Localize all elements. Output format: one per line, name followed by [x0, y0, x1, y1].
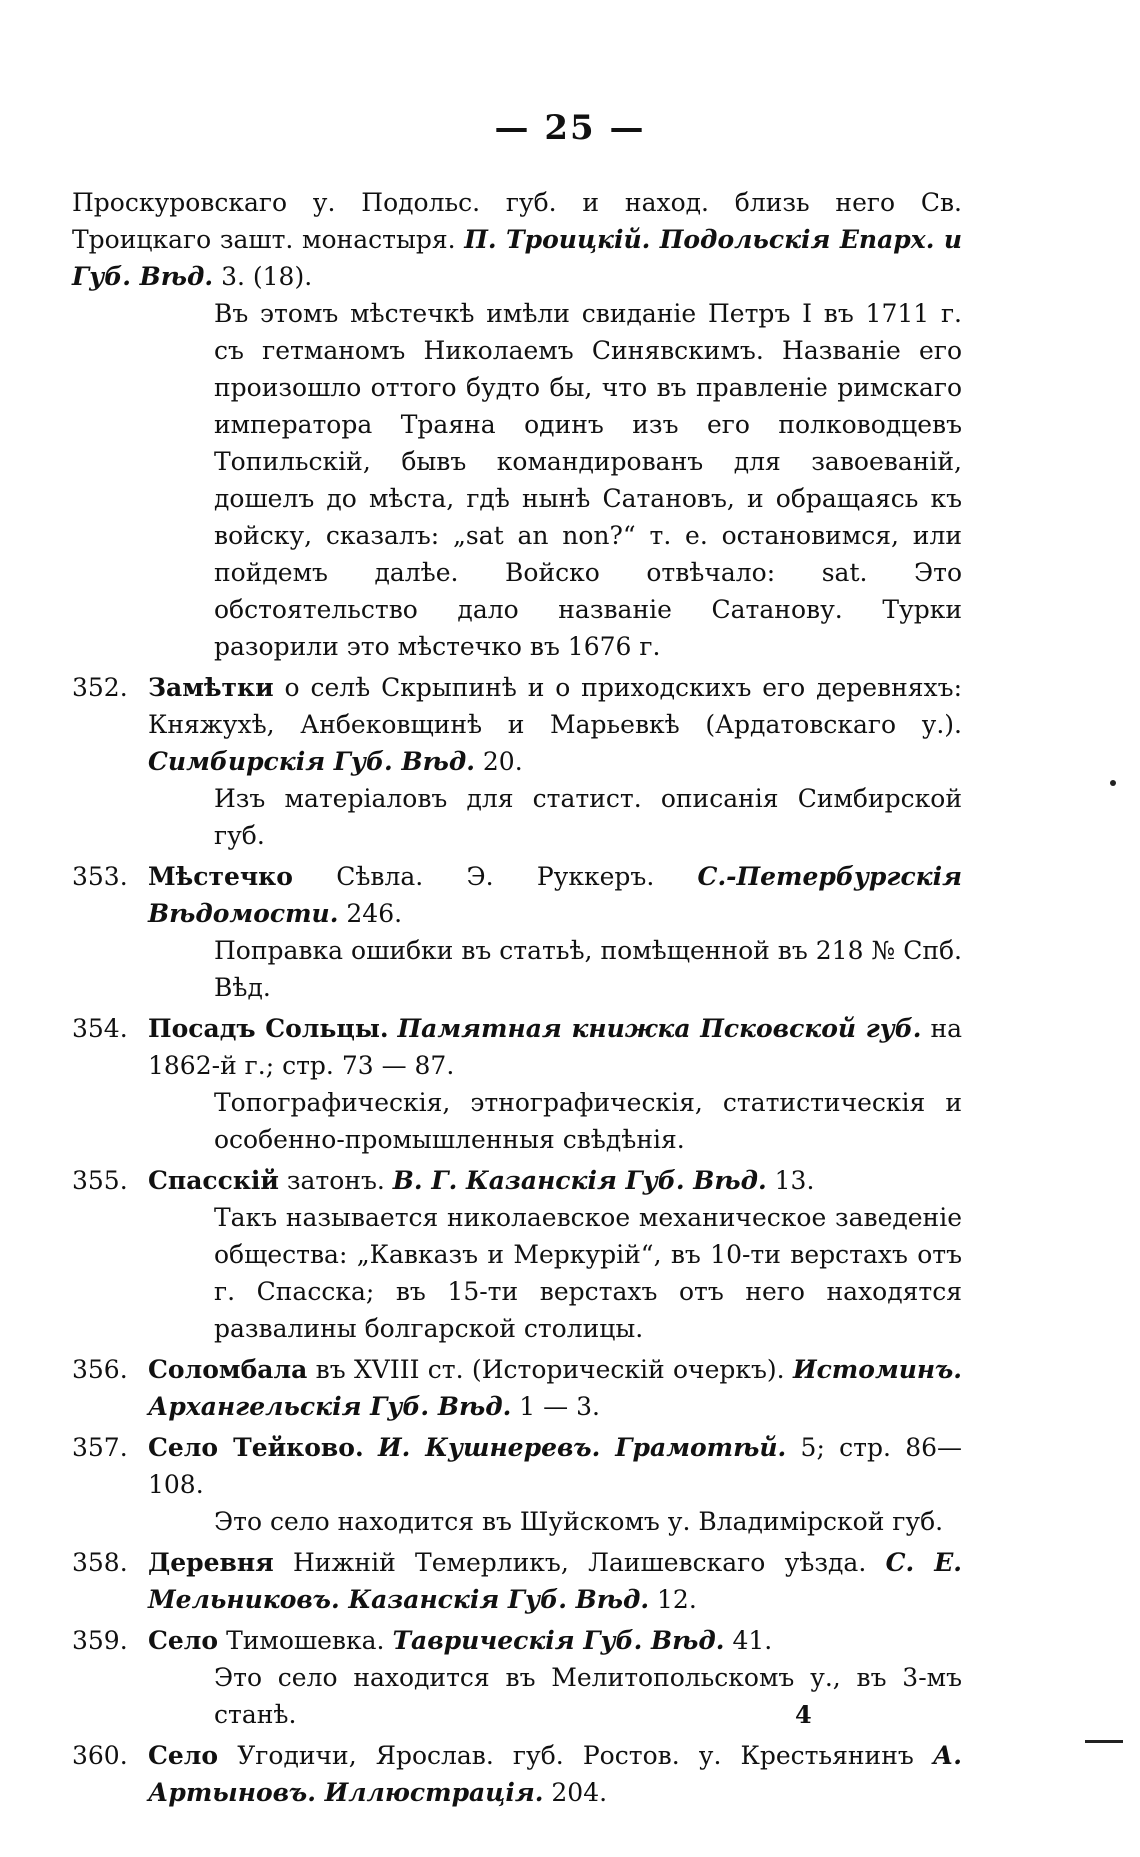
- entry-source: В. Г. Казанскія Губ. Вѣд.: [392, 1166, 767, 1195]
- page-number: — 25 —: [494, 108, 646, 148]
- entry-number: 352.: [72, 673, 128, 702]
- entry-note: Это село находится въ Шуйскомъ у. Владимірской губ.: [214, 1507, 944, 1536]
- entry-text: въ XVIII ст. (Историческій очеркъ).: [315, 1355, 785, 1384]
- intro-continuation: Проскуровскаго у. Подольс. губ. и наход. близь него Св. Троицкаго зашт. монастыря.: [72, 188, 962, 254]
- margin-dot-mark: [1110, 780, 1116, 786]
- entry-ref: 1 — 3.: [519, 1392, 600, 1421]
- entry-title: Село: [148, 1741, 219, 1770]
- entry-text: Сѣвла. Э. Руккеръ.: [336, 862, 655, 891]
- entry-note: Изъ матеріаловъ для статист. описанія Симбирской губ.: [214, 784, 962, 850]
- entry-ref: на 1862-й г.; стр. 73 — 87.: [148, 1014, 963, 1080]
- intro-note: Въ этомъ мѣстечкѣ имѣли свиданіе Петръ I въ 1711 г. съ гетманомъ Николаемъ Синявскимъ. Названіе его произошло оттого будто бы, что въ правленіе римскаго императора Траяна одинъ изъ его полководцевъ Топильскій, бывъ командированъ для завоеваній, дошелъ до мѣста, гдѣ нынѣ Сатановъ, и обращаясь къ войску, сказалъ: „sat an non?“ т. е. остановимся, или пойдемъ далѣе. Войско отвѣчало: sat. Это обстоятельство дало названіе Сатанову. Турки разорили это мѣстечко въ 1676 г.: [214, 299, 962, 661]
- entry-title: Замѣтки: [148, 673, 274, 702]
- entry-source: Истоминъ. Архангельскія Губ. Вѣд.: [148, 1355, 962, 1421]
- entry-number: 353.: [72, 862, 128, 891]
- entry-ref: 204.: [551, 1778, 608, 1807]
- intro-paragraph: [72, 184, 962, 295]
- entry-text: Угодичи, Ярослав. губ. Ростов. у. Крестьянинъ: [237, 1741, 914, 1770]
- page-content: [72, 184, 962, 1811]
- entry-ref: 13.: [774, 1166, 815, 1195]
- entry-number: 360.: [72, 1741, 128, 1770]
- entry-number: 358.: [72, 1548, 128, 1577]
- entry: [72, 1351, 962, 1425]
- entry: [72, 1622, 962, 1659]
- entry: [72, 1010, 962, 1084]
- entry-source: А. Артыновъ. Иллюстрація.: [148, 1741, 962, 1807]
- entry-number: 356.: [72, 1355, 128, 1384]
- entry-source: С.-Петербургскія Вѣдомости.: [148, 862, 962, 928]
- entry: [72, 1737, 962, 1811]
- intro-ref: 3. (18).: [221, 262, 313, 291]
- entry-text: Тимошевка.: [226, 1626, 385, 1655]
- intro-source: П. Троицкій. Подольскія Епарх. и Губ. Вѣд.: [72, 225, 963, 291]
- entry-ref: 12.: [657, 1585, 697, 1614]
- entry-source: Памятная книжка Псковской губ.: [397, 1014, 922, 1043]
- entry-source: Таврическія Губ. Вѣд.: [392, 1626, 725, 1655]
- entry: [72, 858, 962, 932]
- entry-number: 357.: [72, 1433, 128, 1462]
- entry-ref: 246.: [346, 899, 403, 928]
- entry-ref: 41.: [732, 1626, 773, 1655]
- entry-title: Мѣстечко: [148, 862, 293, 891]
- entry-ref: 5; стр. 86—108.: [148, 1433, 963, 1499]
- margin-dash-mark: [1085, 1740, 1123, 1743]
- entry-note: Топографическія, этнографическія, статистическія и особенно-промышленныя свѣдѣнія.: [214, 1088, 962, 1154]
- entry: [72, 1162, 962, 1199]
- entry-source: С. Е. Мельниковъ. Казанскія Губ. Вѣд.: [148, 1548, 962, 1614]
- entry-title: Спасскій: [148, 1166, 279, 1195]
- entry: [72, 669, 962, 780]
- entry: [72, 1544, 962, 1618]
- entry-title: Село Тейково.: [148, 1433, 364, 1462]
- entry-title: Посадъ Сольцы.: [148, 1014, 389, 1043]
- entry-number: 355.: [72, 1166, 128, 1195]
- entry-number: 354.: [72, 1014, 128, 1043]
- entry-note: Такъ называется николаевское механическое заведеніе общества: „Кавказъ и Меркурій“, въ 10-ти верстахъ отъ г. Спасска; въ 15-ти верстахъ отъ него находятся развалины болгарской столицы.: [214, 1203, 962, 1343]
- entry-list: [72, 669, 962, 1811]
- entry-number: 359.: [72, 1626, 128, 1655]
- entry-text: затонъ.: [286, 1166, 385, 1195]
- entry-title: Деревня: [148, 1548, 274, 1577]
- entry-source: И. Кушнеревъ. Грамотѣй.: [377, 1433, 787, 1462]
- entry-text: о селѣ Скрыпинѣ и о приходскихъ его деревняхъ: Княжухѣ, Анбековщинѣ и Марьевкѣ (Ардатовскаго у.).: [148, 673, 962, 739]
- entry-note: Это село находится въ Мелитопольскомъ у., въ 3-мъ станѣ.: [214, 1663, 962, 1729]
- entry-text: Нижній Темерликъ, Лаишевскаго уѣзда.: [292, 1548, 867, 1577]
- entry-source: Симбирскія Губ. Вѣд.: [148, 747, 475, 776]
- entry-ref: 20.: [482, 747, 523, 776]
- entry-title: Село: [148, 1626, 219, 1655]
- entry-note: Поправка ошибки въ статьѣ, помѣщенной въ 218 № Спб. Вѣд.: [214, 936, 962, 1002]
- entry: [72, 1429, 962, 1503]
- signature-mark: 4: [795, 1700, 812, 1729]
- entry-title: Соломбала: [148, 1355, 308, 1384]
